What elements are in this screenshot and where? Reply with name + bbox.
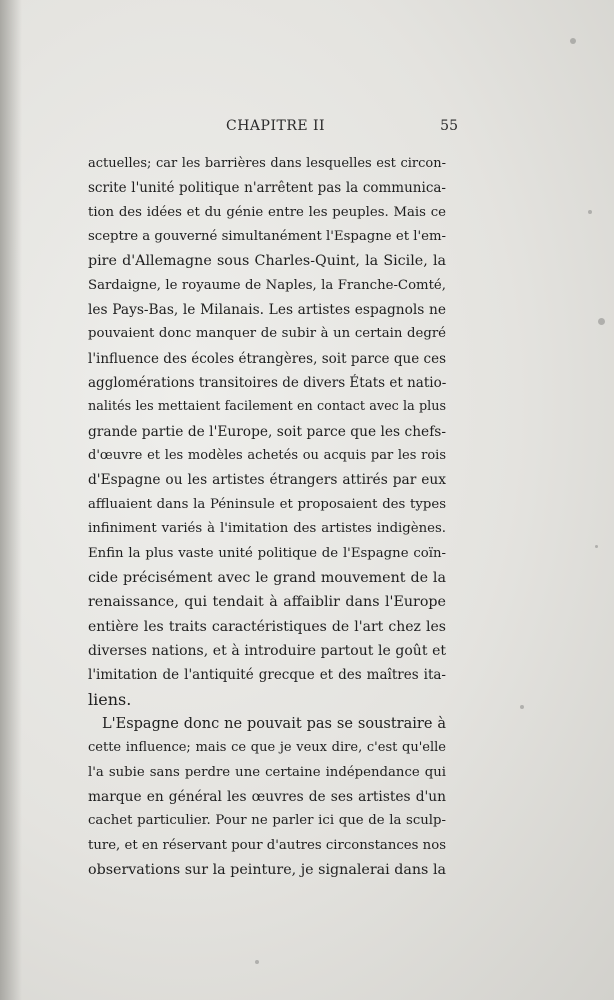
body-text	[88, 152, 446, 882]
text-line: les Pays-Bas, le Milanais. Les artistes espagnols ne	[88, 302, 446, 319]
spine-shadow	[0, 0, 22, 1000]
paper-speck	[570, 38, 576, 44]
text-line: marque en général les œuvres de ses artistes d'un	[88, 788, 446, 805]
paragraph	[88, 712, 446, 882]
text-line: Enfin la plus vaste unité politique de l'Espagne coïn-	[88, 545, 446, 561]
text-line: pouvaient donc manquer de subir à un certain degré	[88, 326, 446, 342]
text-line: agglomérations transitoires de divers États et natio-	[88, 375, 447, 392]
text-line: nalités les mettaient facilement en contact avec la plus	[88, 399, 446, 415]
text-line: infiniment variés à l'imitation des artistes indigènes.	[88, 521, 446, 537]
text-line: scrite l'unité politique n'arrêtent pas la communica-	[88, 180, 446, 197]
text-line: l'influence des écoles étrangères, soit parce que ces	[88, 350, 446, 367]
paper-speck	[598, 318, 605, 325]
running-head	[88, 118, 458, 140]
text-line: pire d'Allemagne sous Charles-Quint, la Sicile, la	[88, 253, 446, 270]
text-line: renaissance, qui tendait à affaiblir dans l'Europe	[88, 594, 446, 611]
text-line: observations sur la peinture, je signalerai dans la	[88, 861, 446, 878]
paragraph	[88, 152, 446, 712]
chapter-title: CHAPITRE II	[226, 118, 326, 134]
text-line: diverses nations, et à introduire partout le goût et	[88, 642, 446, 659]
text-line: affluaient dans la Péninsule et proposaient des types	[88, 496, 446, 512]
text-line: sceptre a gouverné simultanément l'Espagne et l'em-	[88, 229, 446, 245]
text-line: d'Espagne ou les artistes étrangers attirés par eux	[88, 472, 446, 489]
text-line: ture, et en réservant pour d'autres circonstances nos	[88, 837, 446, 853]
text-line: l'a subie sans perdre une certaine indépendance qui	[88, 764, 446, 780]
paper-speck	[595, 545, 598, 548]
text-line: grande partie de l'Europe, soit parce que les chefs-	[88, 423, 446, 440]
text-line: tion des idées et du génie entre les peuples. Mais ce	[88, 204, 446, 220]
text-line: d'œuvre et les modèles achetés ou acquis par les rois	[88, 448, 446, 464]
text-line: entière les traits caractéristiques de l'art chez les	[88, 618, 446, 635]
text-line: liens.	[88, 689, 132, 709]
page-number: 55	[440, 118, 458, 134]
text-line: cide précisément avec le grand mouvement de la	[88, 569, 446, 586]
paper-speck	[255, 960, 259, 964]
paper-speck	[588, 210, 592, 214]
text-line: actuelles; car les barrières dans lesquelles est circon-	[88, 156, 446, 171]
paper-speck	[520, 705, 524, 709]
text-line: l'imitation de l'antiquité grecque et des maîtres ita-	[88, 667, 446, 684]
text-line: cachet particulier. Pour ne parler ici que de la sculp-	[88, 813, 446, 829]
text-line: Sardaigne, le royaume de Naples, la Franche-Comté,	[88, 277, 446, 293]
text-line: cette influence; mais ce que je veux dire, c'est qu'elle	[88, 740, 446, 756]
text-line: L'Espagne donc ne pouvait pas se soustraire à	[102, 715, 446, 732]
